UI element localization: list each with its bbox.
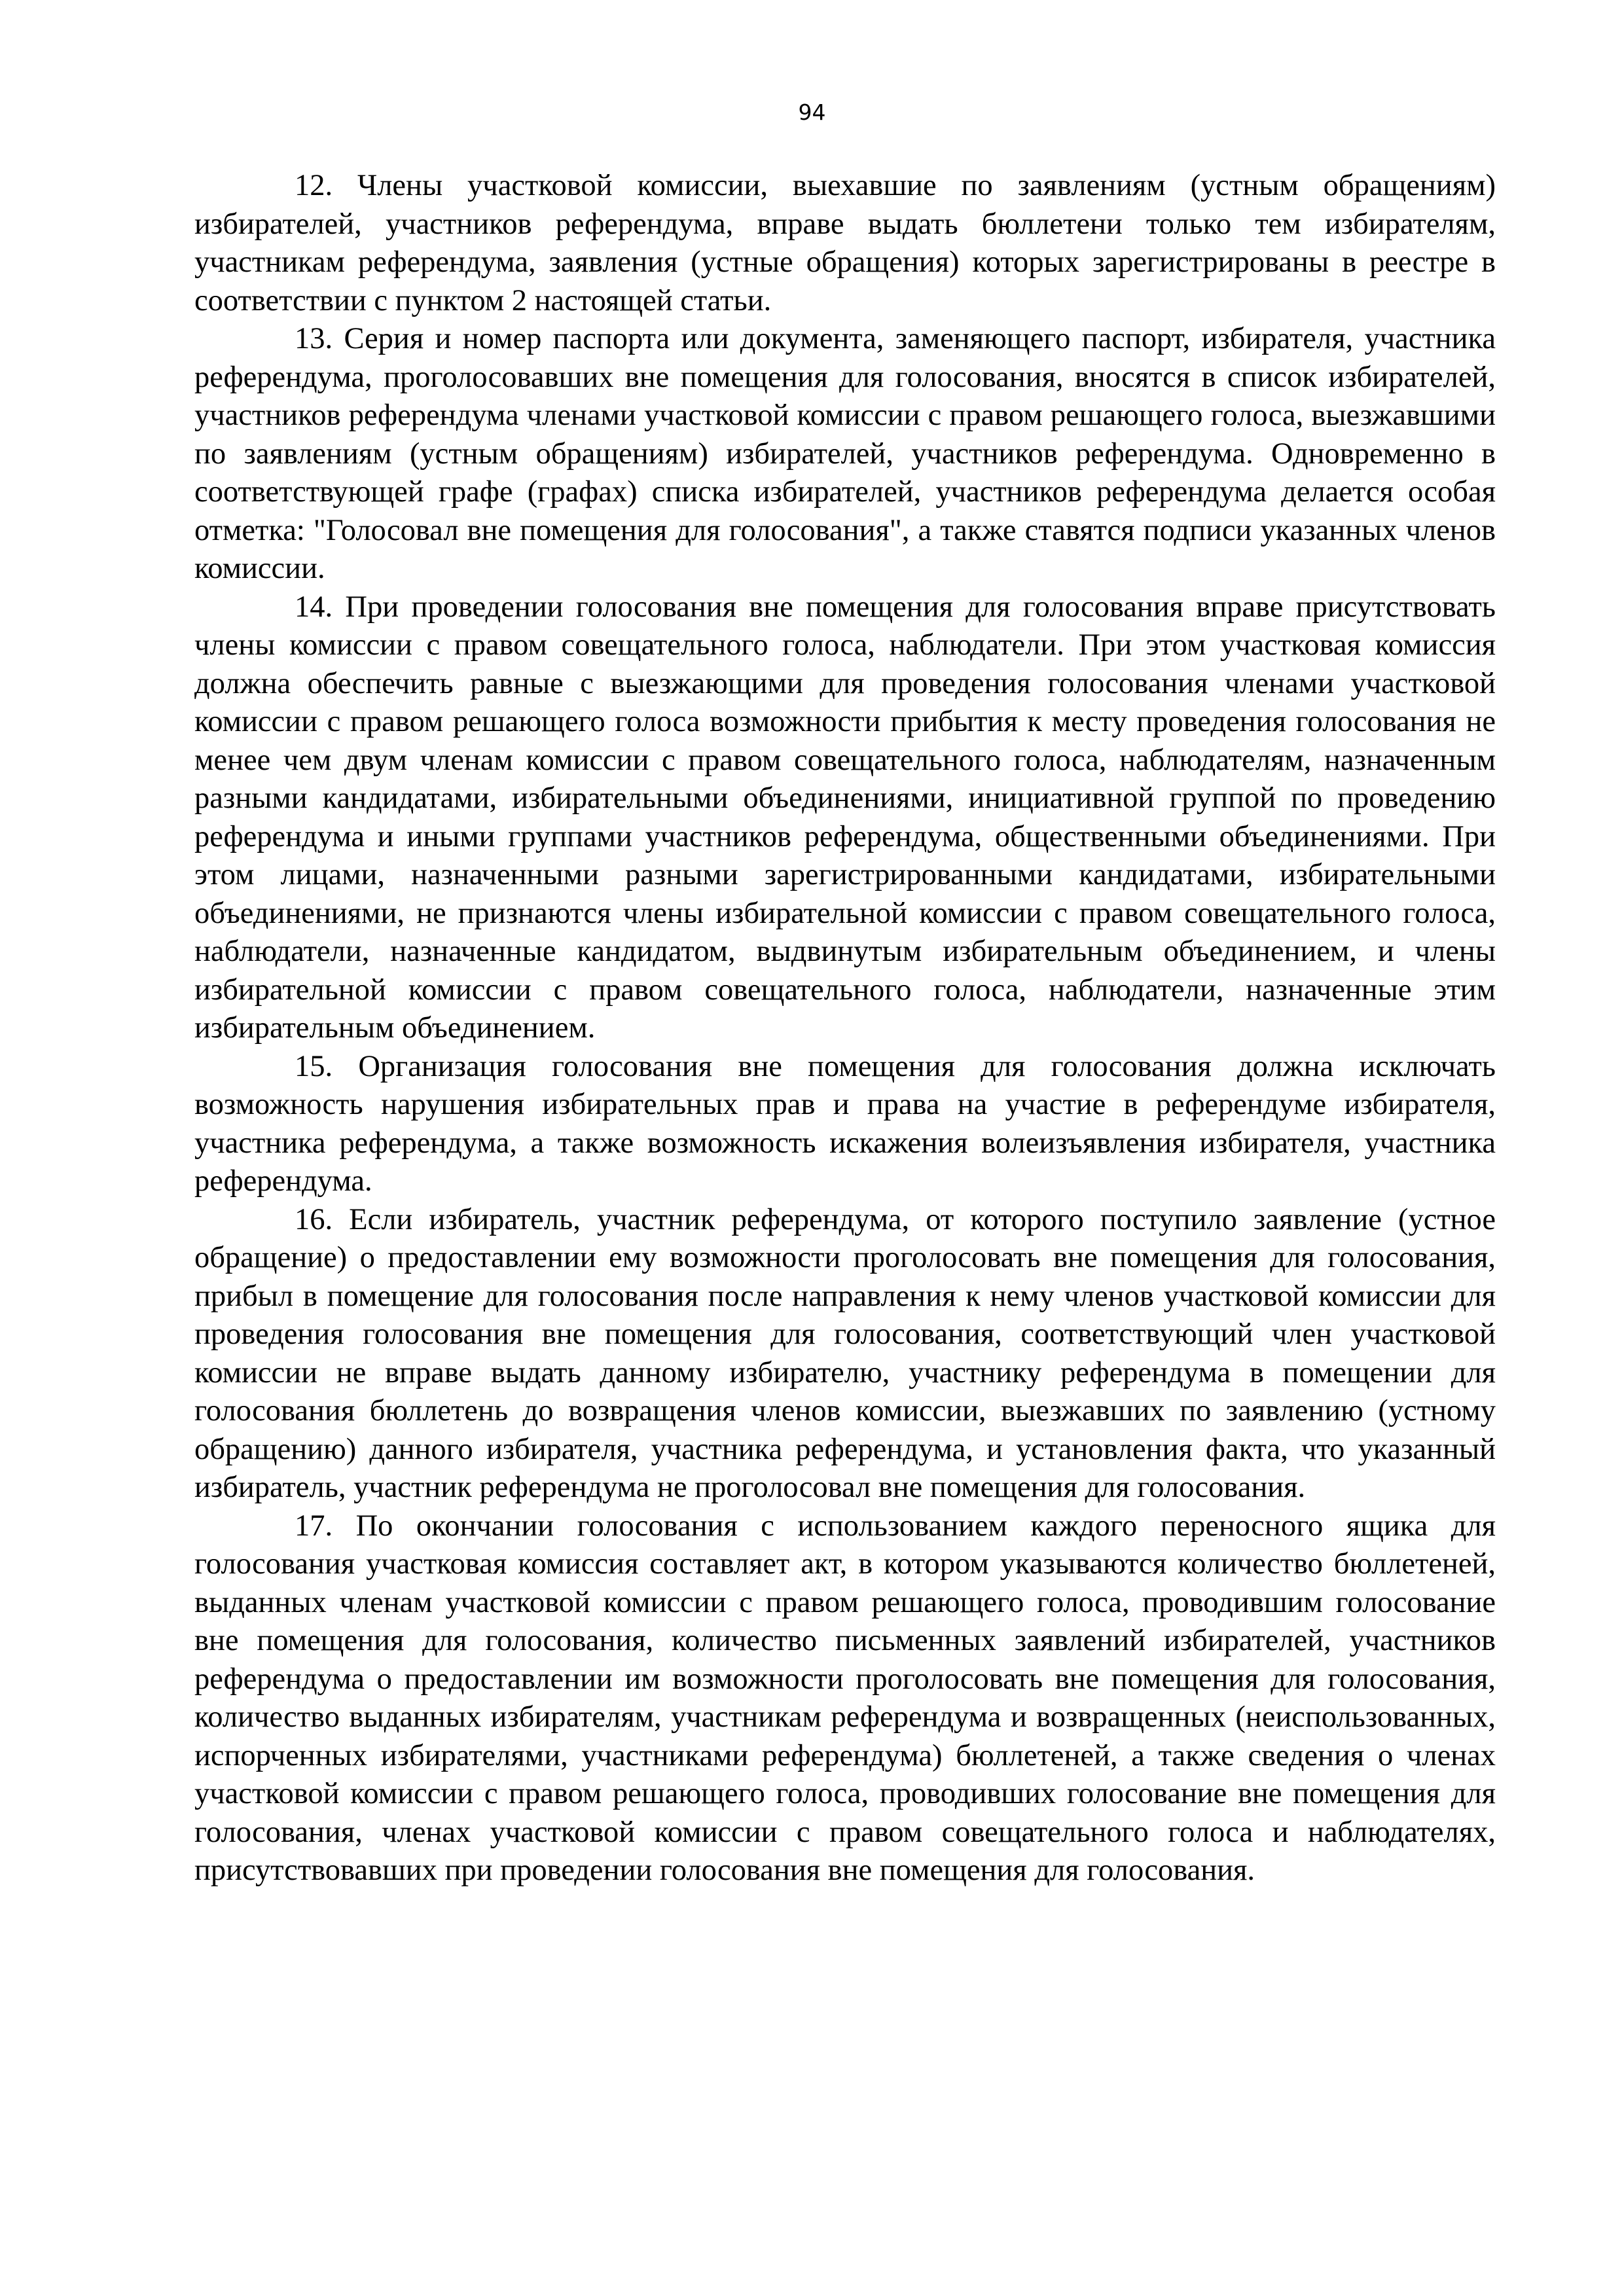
paragraph-12: 12. Члены участковой комиссии, выехавшие по заявлениям (устным обращениям) избирателей, участников референдума, вправе выдать бюллетени только тем избирателям, участникам референдума, заявления (устные обращения) которых зарегистрированы в реестре в соответствии с пунктом 2 настоящей статьи.	[194, 169, 1496, 317]
document-body	[194, 167, 1496, 1890]
page-number: 94	[798, 99, 826, 125]
paragraph-13: 13. Серия и номер паспорта или документа, заменяющего паспорт, избирателя, участника референдума, проголосовавших вне помещения для голосования, вносятся в список избирателей, участников референдума членами участковой комиссии с правом решающего голоса, выезжавшими по заявлениям (устным обращениям) избирателей, участников референдума. Одновременно в соответствующей графе (графах) списка избирателей, участников референдума делается особая отметка: "Голосовал вне помещения для голосования", а также ставятся подписи указанных членов комиссии.	[194, 322, 1496, 585]
paragraph-15: 15. Организация голосования вне помещения для голосования должна исключать возможность нарушения избирательных прав и права на участие в референдуме избирателя, участника референдума, а также возможность искажения волеизъявления избирателя, участника референдума.	[194, 1049, 1496, 1198]
paragraph-14: 14. При проведении голосования вне помещения для голосования вправе присутствовать члены комиссии с правом совещательного голоса, наблюдатели. При этом участковая комиссия должна обеспечить равные с выезжающими для проведения голосования членами участковой комиссии с правом решающего голоса возможности прибытия к месту проведения голосования не менее чем двум членам комиссии с правом совещательного голоса, наблюдателям, назначенным разными кандидатами, избирательными объединениями, инициативной группой по проведению референдума и иными группами участников референдума, общественными объединениями. При этом лицами, назначенными разными зарегистрированными кандидатами, избирательными объединениями, не признаются члены избирательной комиссии с правом совещательного голоса, наблюдатели, назначенные кандидатом, выдвинутым избирательным объединением, и члены избирательной комиссии с правом совещательного голоса, наблюдатели, назначенные этим избирательным объединением.	[194, 590, 1496, 1045]
paragraph-17: 17. По окончании голосования с использованием каждого переносного ящика для голосования участковая комиссия составляет акт, в котором указываются количество бюллетеней, выданных членам участковой комиссии с правом решающего голоса, проводившим голосование вне помещения для голосования, количество письменных заявлений избирателей, участников референдума о предоставлении им возможности проголосовать вне помещения для голосования, количество выданных избирателям, участникам референдума и возвращенных (неиспользованных, испорченных избирателями, участниками референдума) бюллетеней, а также сведения о членах участковой комиссии с правом решающего голоса, проводивших голосование вне помещения для голосования, членах участковой комиссии с правом совещательного голоса и наблюдателях, присутствовавших при проведении голосования вне помещения для голосования.	[194, 1509, 1496, 1887]
paragraph-16: 16. Если избиратель, участник референдума, от которого поступило заявление (устное обращение) о предоставлении ему возможности проголосовать вне помещения для голосования, прибыл в помещение для голосования после направления к нему членов участковой комиссии для проведения голосования вне помещения для голосования, соответствующий член участковой комиссии не вправе выдать данному избирателю, участнику референдума в помещении для голосования бюллетень до возвращения членов комиссии, выезжавших по заявлению (устному обращению) данного избирателя, участника референдума, и установления факта, что указанный избиратель, участник референдума не проголосовал вне помещения для голосования.	[194, 1202, 1496, 1504]
